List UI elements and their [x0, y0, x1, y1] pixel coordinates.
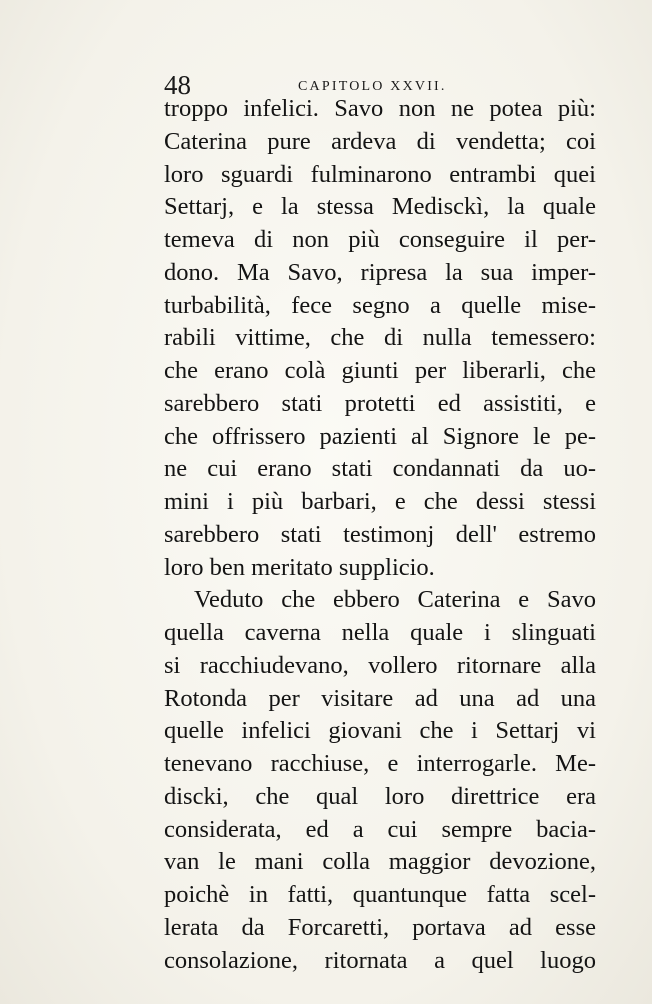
text-line-paragraph-end: loro ben meritato supplicio. [164, 553, 435, 581]
text-line: van le mani colla maggior devozione, [164, 848, 596, 876]
text-line: temeva di non più conseguire il per- [164, 226, 596, 253]
body-text [164, 93, 596, 977]
text-line: rabili vittime, che di nulla temessero: [164, 324, 596, 352]
running-head: CAPITOLO XXVII. [298, 79, 447, 94]
text-line: tenevano racchiuse, e interrogarle. Me- [164, 750, 596, 777]
text-line: mini i più barbari, e che dessi stessi [164, 488, 596, 515]
text-line: lerata da Forcaretti, portava ad esse [164, 913, 596, 941]
text-line: turbabilità, fece segno a quelle mise- [164, 291, 596, 319]
text-line: quella caverna nella quale i slinguati [164, 619, 596, 646]
text-line: discki, che qual loro direttrice era [164, 782, 596, 810]
text-line: che offrissero pazienti al Signore le pe- [164, 422, 596, 450]
text-line: che erano colà giunti per liberarli, che [164, 357, 596, 384]
text-line: Caterina pure ardeva di vendetta; coi [164, 127, 596, 155]
text-line: considerata, ed a cui sempre bacia- [164, 815, 596, 843]
text-line: consolazione, ritornata a quel luogo [164, 946, 596, 974]
text-line: loro sguardi fulminarono entrambi quei [164, 160, 596, 188]
text-line: sarebbero stati testimonj dell' estremo [164, 520, 596, 548]
text-line: ne cui erano stati condannati da uo- [164, 455, 596, 483]
text-line: poichè in fatti, quantunque fatta scel- [164, 881, 596, 908]
page-number: 48 [164, 70, 191, 100]
text-line-paragraph-start: Veduto che ebbero Caterina e Savo [194, 586, 596, 614]
text-line: dono. Ma Savo, ripresa la sua imper- [164, 258, 596, 286]
text-line: si racchiudevano, vollero ritornare alla [164, 651, 596, 679]
text-line: Settarj, e la stessa Medisckì, la quale [164, 193, 596, 221]
text-line: sarebbero stati protetti ed assistiti, e [164, 389, 596, 417]
text-line: quelle infelici giovani che i Settarj vi [164, 717, 596, 745]
text-line: Rotonda per visitare ad una ad una [164, 684, 596, 712]
text-line: troppo infelici. Savo non ne potea più: [164, 95, 596, 122]
